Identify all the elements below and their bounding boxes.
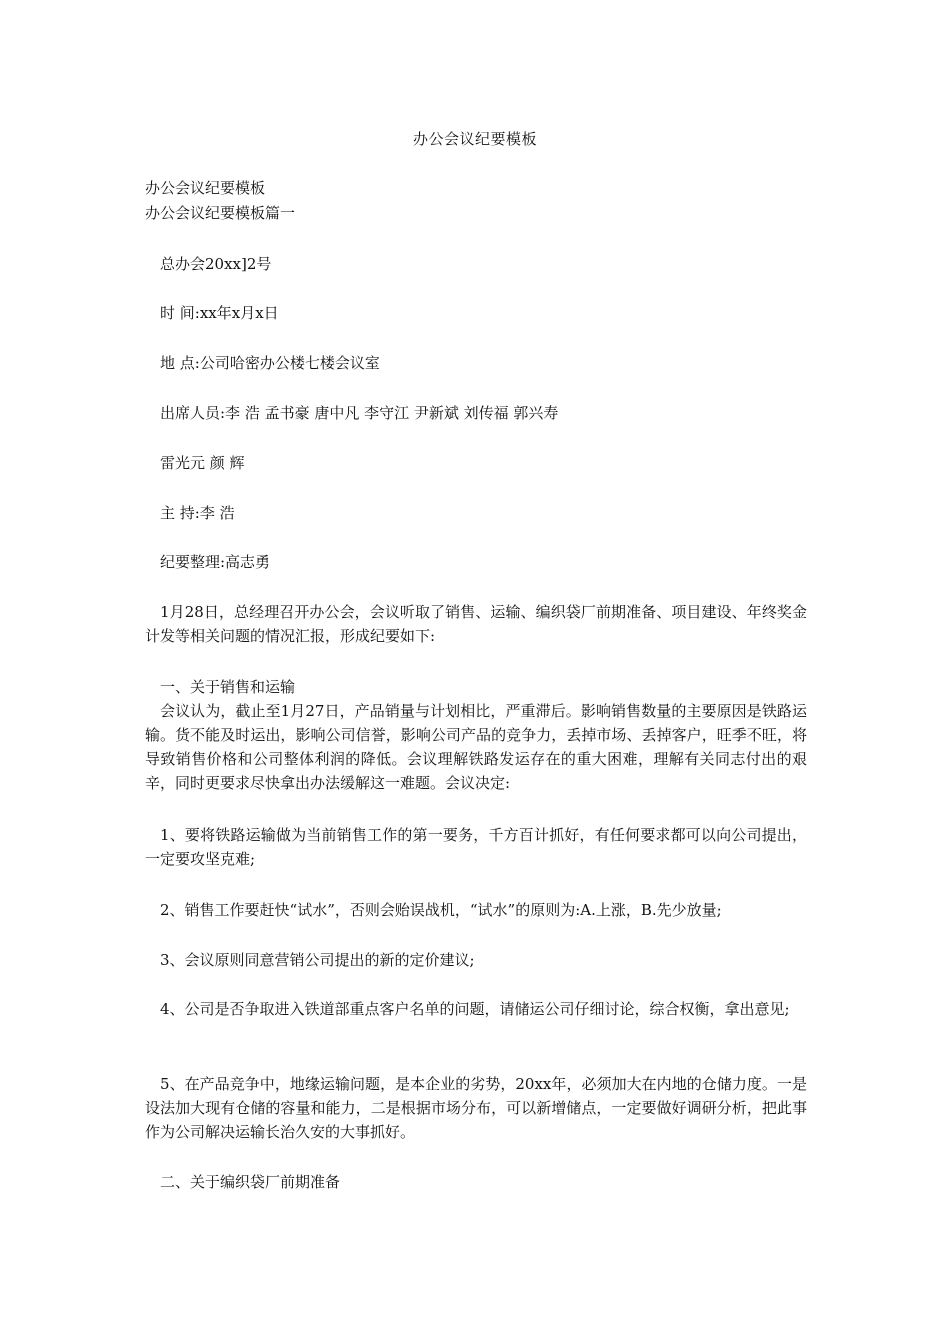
document-title: 办公会议纪要模板	[412, 130, 537, 148]
meeting-location: 地 点:公司哈密办公楼七楼会议室	[160, 354, 380, 372]
decision-item-2: 2、销售工作要赶快“试水”，否则会贻误战机，“试水”的原则为:A.上涨，B.先少放量;	[160, 901, 722, 919]
meeting-time: 时 间:xx年x月x日	[160, 304, 279, 322]
document-number: 总办会20xx]2号	[160, 255, 272, 273]
decision-item-3: 3、会议原则同意营销公司提出的新的定价建议;	[160, 951, 475, 969]
document-subtitle-part: 办公会议纪要模板篇一	[145, 204, 296, 222]
decision-item-5: 5、在产品竞争中，地缘运输问题，是本企业的劣势，20xx年，必须加大在内地的仓储力度。一是设法加大现有仓储的容量和能力，二是根据市场分布，可以新增储点，一定要做好调研分析，把此事作为公司解决运输长治久安的大事抓好。	[145, 1075, 807, 1141]
meeting-host: 主 持:李 浩	[160, 504, 235, 522]
meeting-attendees-continued: 雷光元 颜 辉	[160, 454, 245, 472]
meeting-attendees: 出席人员:李 浩 孟书豪 唐中凡 李守江 尹新斌 刘传福 郭兴寿	[160, 404, 559, 422]
section-heading-bag-factory: 二、关于编织袋厂前期准备	[160, 1173, 341, 1191]
intro-paragraph: 1月28日，总经理召开办公会，会议听取了销售、运输、编织袋厂前期准备、项目建设、年终奖金计发等相关问题的情况汇报，形成纪要如下:	[145, 603, 807, 645]
decision-item-1: 1、要将铁路运输做为当前销售工作的第一要务，千方百计抓好，有任何要求都可以向公司提出，一定要攻坚克难;	[145, 826, 807, 868]
section-body-sales-transport: 会议认为，截止至1月27日，产品销量与计划相比，严重滞后。影响销售数量的主要原因是铁路运输。货不能及时运出，影响公司信誉，影响公司产品的竞争力，丢掉市场、丢掉客户，旺季不旺，将导致销售价格和公司整体利润的降低。会议理解铁路发运存在的重大困难，理解有关同志付出的艰辛，同时更要求尽快拿出办法缓解这一难题。会议决定:	[145, 702, 807, 792]
section-heading-sales-transport: 一、关于销售和运输	[160, 678, 296, 696]
document-subtitle: 办公会议纪要模板	[145, 179, 266, 197]
minutes-recorder: 纪要整理:高志勇	[160, 553, 271, 571]
decision-item-4: 4、公司是否争取进入铁道部重点客户名单的问题，请储运公司仔细讨论，综合权衡，拿出意见;	[160, 1000, 790, 1018]
